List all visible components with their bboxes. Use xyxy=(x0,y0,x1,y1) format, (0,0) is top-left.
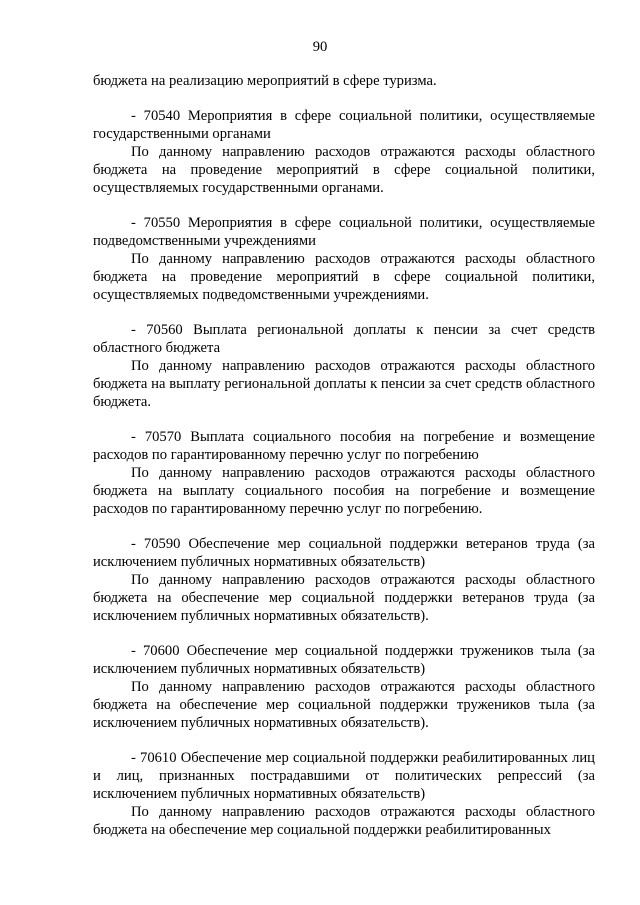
entry-heading: - 70560 Выплата региональной доплаты к пенсии за счет средств областного бюджета xyxy=(93,322,595,356)
entry-70560 xyxy=(93,321,595,411)
entry-description: По данному направлению расходов отражаются расходы областного бюджета на обеспечение мер социальной поддержки тружеников тыла (за исключением публичных нормативных обязательств). xyxy=(93,679,595,731)
entry-description: По данному направлению расходов отражаются расходы областного бюджета на выплату социального пособия на погребение и возмещение расходов по гарантированному перечню услуг по погребению. xyxy=(93,465,595,517)
entry-description: По данному направлению расходов отражаются расходы областного бюджета на проведение мероприятий в сфере социальной политики, осуществляемых государственными органами. xyxy=(93,144,595,196)
entry-70590 xyxy=(93,535,595,625)
entry-heading: - 70540 Мероприятия в сфере социальной политики, осуществляемые государственными органами xyxy=(93,108,595,142)
continuation-text: бюджета на реализацию мероприятий в сфере туризма. xyxy=(93,73,437,89)
entry-description: По данному направлению расходов отражаются расходы областного бюджета на выплату региональной доплаты к пенсии за счет средств областного бюджета. xyxy=(93,358,595,410)
page-number: 90 xyxy=(312,39,328,55)
entry-heading: - 70570 Выплата социального пособия на погребение и возмещение расходов по гарантированному перечню услуг по погребению xyxy=(93,429,595,463)
document-body xyxy=(93,72,595,839)
entry-description: По данному направлению расходов отражаются расходы областного бюджета на обеспечение мер социальной поддержки реабилитированных xyxy=(93,804,595,838)
entry-70540 xyxy=(93,107,595,197)
entry-70600 xyxy=(93,642,595,732)
entry-70550 xyxy=(93,214,595,304)
entry-description: По данному направлению расходов отражаются расходы областного бюджета на обеспечение мер социальной поддержки ветеранов труда (за исключением публичных нормативных обязательств). xyxy=(93,572,595,624)
entry-heading: - 70550 Мероприятия в сфере социальной политики, осуществляемые подведомственными учреждениями xyxy=(93,215,595,249)
entry-heading: - 70600 Обеспечение мер социальной поддержки тружеников тыла (за исключением публичных нормативных обязательств) xyxy=(93,643,595,677)
entry-70610 xyxy=(93,749,595,839)
entry-description: По данному направлению расходов отражаются расходы областного бюджета на проведение мероприятий в сфере социальной политики, осуществляемых подведомственными учреждениями. xyxy=(93,251,595,303)
continuation-block xyxy=(93,72,595,90)
entry-70570 xyxy=(93,428,595,518)
entry-heading: - 70610 Обеспечение мер социальной поддержки реабилитированных лиц и лиц, признанных пострадавшими от политических репрессий (за исключением публичных нормативных обязательств) xyxy=(93,750,595,802)
entry-heading: - 70590 Обеспечение мер социальной поддержки ветеранов труда (за исключением публичных нормативных обязательств) xyxy=(93,536,595,570)
